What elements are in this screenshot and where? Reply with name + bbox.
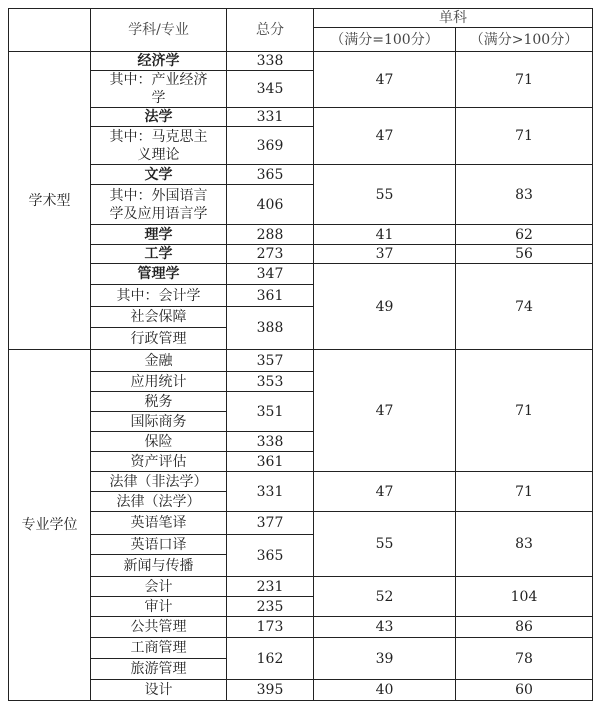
subject: 工学: [91, 245, 227, 264]
subject: 行政管理: [91, 328, 227, 350]
subject: 法律（法学）: [91, 492, 227, 512]
single-100: 43: [314, 617, 456, 638]
single-gt100: 71: [456, 472, 593, 512]
total-score: 406: [227, 185, 314, 225]
total-score: 288: [227, 225, 314, 245]
subject: 应用统计: [91, 372, 227, 392]
single-100: 47: [314, 108, 456, 165]
single-gt100: 56: [456, 245, 593, 264]
single-gt100: 60: [456, 680, 593, 701]
subject: 法学: [91, 108, 227, 127]
category-professional: 专业学位: [9, 350, 91, 701]
total-score: 345: [227, 71, 314, 108]
score-table: [8, 8, 593, 701]
total-score: 377: [227, 512, 314, 535]
single-gt100: 71: [456, 350, 593, 472]
single-gt100: 78: [456, 638, 593, 680]
total-score: 231: [227, 577, 314, 597]
header-single-gt100: （满分>100分）: [456, 28, 593, 52]
single-gt100: 86: [456, 617, 593, 638]
subject: 资产评估: [91, 452, 227, 472]
total-score: 235: [227, 597, 314, 617]
single-100: 47: [314, 472, 456, 512]
single-100: 47: [314, 52, 456, 108]
single-100: 55: [314, 512, 456, 577]
total-score: 273: [227, 245, 314, 264]
subject: 税务: [91, 392, 227, 412]
total-score: 353: [227, 372, 314, 392]
subject: 会计: [91, 577, 227, 597]
subject: 英语口译: [91, 535, 227, 555]
single-100: 52: [314, 577, 456, 617]
subject: 其中：马克思主义理论: [91, 127, 227, 165]
single-gt100: 104: [456, 577, 593, 617]
subject: 文学: [91, 165, 227, 185]
category-academic: 学术型: [9, 52, 91, 350]
subject: 金融: [91, 350, 227, 372]
total-score: 395: [227, 680, 314, 701]
subject: 其中：会计学: [91, 285, 227, 307]
total-score: 162: [227, 638, 314, 680]
single-100: 39: [314, 638, 456, 680]
single-100: 55: [314, 165, 456, 225]
single-gt100: 71: [456, 108, 593, 165]
subject: 其中：外国语言学及应用语言学: [91, 185, 227, 225]
total-score: 338: [227, 432, 314, 452]
header-subject: 学科/专业: [91, 9, 227, 52]
subject: 英语笔译: [91, 512, 227, 535]
single-100: 47: [314, 350, 456, 472]
subject: 旅游管理: [91, 659, 227, 680]
total-score: 338: [227, 52, 314, 71]
subject: 公共管理: [91, 617, 227, 638]
corner-cell: [9, 9, 91, 52]
subject: 国际商务: [91, 412, 227, 432]
subject: 新闻与传播: [91, 555, 227, 577]
subject: 保险: [91, 432, 227, 452]
total-score: 351: [227, 392, 314, 432]
header-single-100: （满分=100分）: [314, 28, 456, 52]
total-score: 173: [227, 617, 314, 638]
subject: 社会保障: [91, 307, 227, 328]
single-100: 49: [314, 264, 456, 350]
subject: 经济学: [91, 52, 227, 71]
total-score: 361: [227, 452, 314, 472]
total-score: 369: [227, 127, 314, 165]
single-gt100: 71: [456, 52, 593, 108]
subject: 工商管理: [91, 638, 227, 659]
single-100: 37: [314, 245, 456, 264]
single-100: 41: [314, 225, 456, 245]
total-score: 331: [227, 108, 314, 127]
single-gt100: 62: [456, 225, 593, 245]
total-score: 388: [227, 307, 314, 350]
total-score: 365: [227, 165, 314, 185]
header-total: 总分: [227, 9, 314, 52]
single-gt100: 74: [456, 264, 593, 350]
subject: 其中：产业经济学: [91, 71, 227, 108]
single-gt100: 83: [456, 512, 593, 577]
total-score: 361: [227, 285, 314, 307]
subject: 设计: [91, 680, 227, 701]
subject: 法律（非法学）: [91, 472, 227, 492]
subject: 理学: [91, 225, 227, 245]
header-single: 单科: [314, 9, 593, 28]
subject: 审计: [91, 597, 227, 617]
total-score: 331: [227, 472, 314, 512]
single-gt100: 83: [456, 165, 593, 225]
subject: 管理学: [91, 264, 227, 285]
total-score: 365: [227, 535, 314, 577]
single-100: 40: [314, 680, 456, 701]
total-score: 347: [227, 264, 314, 285]
total-score: 357: [227, 350, 314, 372]
